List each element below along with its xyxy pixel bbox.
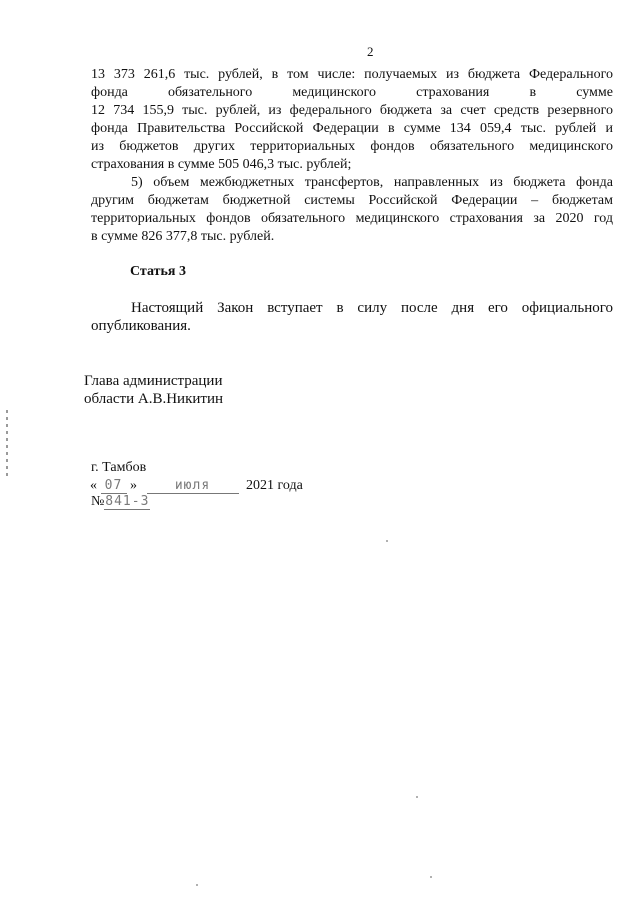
body-line: другим бюджетам бюджетной системы Российской Федерации – бюджетам: [91, 193, 613, 208]
signing-date: [90, 478, 303, 494]
body-line: 12 734 155,9 тыс. рублей, из федерального бюджета за счет средств резервного: [91, 103, 613, 118]
body-line: фонда обязательного медицинского страхования в сумме: [91, 85, 613, 100]
date-year: 2021 года: [246, 478, 303, 493]
body-line: страхования в сумме 505 046,3 тыс. рублей;: [91, 157, 352, 172]
number-value: 841-З: [105, 494, 150, 509]
body-line: территориальных фондов обязательного медицинского страхования за 2020 год: [91, 211, 613, 226]
side-mark: [6, 410, 8, 480]
date-close-quote: »: [130, 478, 137, 493]
law-number: [91, 494, 150, 510]
date-day: 07: [101, 479, 127, 494]
body-line: 5) объем межбюджетных трансфертов, направленных из бюджета фонда: [131, 175, 613, 190]
article-title: Статья 3: [130, 264, 186, 279]
scan-speck: [386, 540, 388, 542]
scan-speck: [430, 876, 432, 878]
signature-title: Глава администрации: [84, 373, 223, 389]
body-line: 13 373 261,6 тыс. рублей, в том числе: получаемых из бюджета Федерального: [91, 67, 613, 82]
number-sign: №: [91, 494, 105, 509]
place-of-signing: г. Тамбов: [91, 460, 147, 475]
date-open-quote: «: [90, 478, 97, 493]
article-line: Настоящий Закон вступает в силу после дня его официального: [131, 300, 613, 316]
body-line: из бюджетов других территориальных фондов обязательного медицинского: [91, 139, 613, 154]
signature-name: области А.В.Никитин: [84, 391, 224, 407]
page-number: 2: [367, 44, 374, 59]
scan-speck: [196, 884, 198, 886]
body-line: в сумме 826 377,8 тыс. рублей.: [91, 229, 275, 244]
date-month: июля: [147, 479, 239, 494]
scan-speck: [416, 796, 418, 798]
article-line: опубликования.: [91, 318, 191, 334]
body-line: фонда Правительства Российской Федерации в сумме 134 059,4 тыс. рублей и: [91, 121, 613, 136]
